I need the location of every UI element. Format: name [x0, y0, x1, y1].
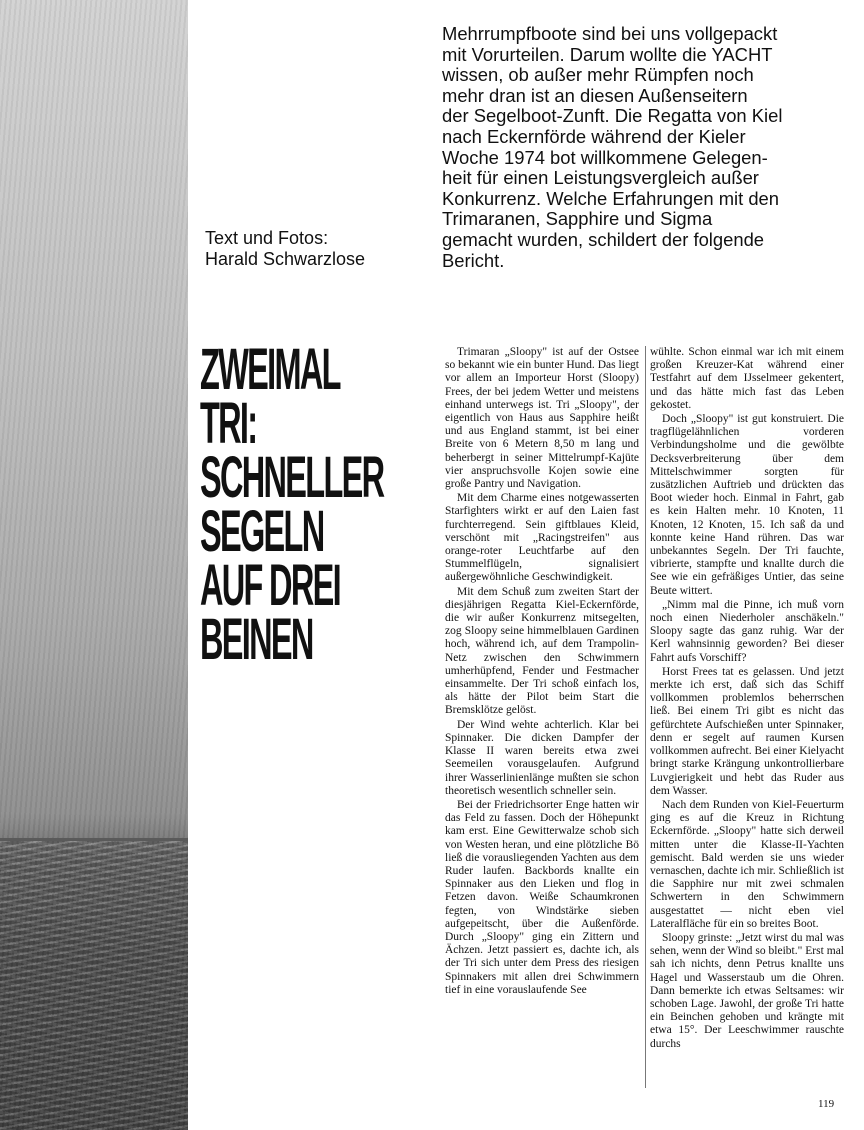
intro-line: mehr dran ist an diesen Außenseitern	[442, 84, 748, 106]
sea-photo	[0, 0, 188, 1130]
body-column-1	[445, 346, 639, 997]
sea-waves	[0, 841, 188, 1130]
intro-paragraph	[442, 24, 842, 271]
intro-line: wissen, ob außer mehr Rümpfen noch	[442, 64, 754, 86]
body-paragraph: Der Wind wehte achterlich. Klar bei Spinnaker. Die dicken Dampfer der Klasse II waren bereits etwa zwei Seemeilen vorausgelaufen. Aufgrund ihrer Wasserlinienlänge mußten sie schon theoretisch wesentlich schneller sein.	[445, 718, 639, 797]
body-paragraph: Mit dem Charme eines notgewasserten Starfighters wirkt er auf den Laien fast furchterregend. Sein giftblaues Kleid, verschönt mit „Racingstreifen" aus orange-roter Leuchtfarbe auf den Stummelflügeln, signalisiert außergewöhnliche Geschwindigkeit.	[445, 492, 639, 584]
headline-line: SEGELN	[200, 499, 324, 564]
body-paragraph: Sloopy grinste: „Jetzt wirst du mal was sehen, wenn der Wind so bleibt." Erst mal sah ich nichts, denn Petrus knallte uns Hagel und Wasserstaub um die Ohren. Dann bemerkte ich etwas Seltsames: wir schoben Lage. Jawohl, der große Tri hatte ein Beinchen gehoben und krängte mit etwa 15°. Der Leeschwimmer rauschte durchs	[650, 931, 844, 1050]
body-paragraph: Trimaran „Sloopy" ist auf der Ostsee so bekannt wie ein bunter Hund. Das liegt vor allem an Importeur Horst (Sloopy) Frees, der bei jedem Wetter und meistens einhand unterwegs ist. Tri „Sloopy", der eigentlich von Haus aus Sapphire heißt und aus England stammt, ist bei einer Breite von 6 Metern 8,50 m lang und beherbergt in seiner Mittelrumpf-Kajüte vier anspruchsvolle Kojen sowie eine große Pantry und Navigation.	[445, 346, 639, 491]
intro-line: gemacht wurden, schildert der folgende	[442, 228, 765, 250]
page-number: 119	[818, 1098, 835, 1110]
intro-line: mit Vorurteilen. Darum wollte die YACHT	[442, 43, 773, 65]
body-paragraph: Nach dem Runden von Kiel-Feuerturm ging es auf die Kreuz in Richtung Eckernförde. „Sloopy" hatte sich derweil mitten unter die Klasse-II-Yachten gemischt. Bald werden sie uns wieder vernaschen, dachte ich mir. Schließlich ist die Sapphire nur mit zwei schmalen Schwertern in den Schwimmern ausgestattet — nicht eben viel Lateralfläche für ein so breites Boot.	[650, 798, 844, 930]
body-paragraph: wühlte. Schon einmal war ich mit einem großen Kreuzer-Kat während einer Testfahrt auf dem IJsselmeer gekentert, und das hätte mich fast das Leben gekostet.	[650, 346, 844, 411]
byline	[205, 228, 425, 270]
intro-line: Bericht.	[442, 249, 505, 271]
intro-line: heit für einen Leistungsvergleich außer	[442, 167, 759, 189]
byline-author: Harald Schwarzlose	[205, 249, 366, 269]
headline-line: AUF DREI	[200, 553, 340, 618]
article-headline	[200, 337, 440, 672]
headline-line: SCHNELLER	[200, 445, 384, 510]
body-paragraph: Mit dem Schuß zum zweiten Start der diesjährigen Regatta Kiel-Eckernförde, die wir außer Konkurrenz mitsegelten, zog Sloopy seine himmelblauen Gardinen hoch, während ich, auf dem Trampolin-Netz zwischen den Schwimmern umherhüpfend, Fender und Festmacher einsammelte. Der Tri schoß einfach los, als hätte der Pilot beim Start die Bremsklötze gelöst.	[445, 585, 639, 717]
byline-line: Text und Fotos:	[205, 228, 329, 248]
column-divider	[645, 346, 646, 1088]
headline-line: BEINEN	[200, 607, 313, 672]
intro-line: der Segelboot-Zunft. Die Regatta von Kiel	[442, 105, 783, 127]
body-paragraph: Doch „Sloopy" ist gut konstruiert. Die tragflügelähnlichen vorderen Verbindungsholme und die gewölbte Decksverbreiterung über dem Mittelschwimmer sorgten für zusätzlichen Auftrieb und drückten das Boot wieder hoch. Einmal in Fahrt, gab es kein Halten mehr. 10 Knoten, 11 Knoten, 12 Knoten, 15. Ich saß da und konnte keine Hand rühren. Das war unbekanntes Segeln. Der Tri fauchte, vibrierte, stampfte und knallte durch die See wie ein gefräßiges Untier, das seine Beute wittert.	[650, 413, 844, 597]
body-column-2	[650, 346, 844, 1051]
intro-line: Mehrrumpfboote sind bei uns vollgepackt	[442, 23, 778, 44]
headline-line: TRI:	[200, 391, 257, 456]
intro-line: Trimaranen, Sapphire und Sigma	[442, 208, 713, 230]
intro-line: Woche 1974 bot willkommene Gelegen-	[442, 146, 768, 168]
body-paragraph: Horst Frees tat es gelassen. Und jetzt merkte ich erst, daß sich das Schiff vollkommen problemlos beherrschen ließ. Bei einem Tri gibt es nicht das gefürchtete Aufschießen unter Spinnaker, denn er segelt auf raumen Kursen vollkommen aufrecht. Bei einer Kielyacht bringt starke Krängung unkontrollierbare Luvgierigkeit und hebt das Ruder aus dem Wasser.	[650, 665, 844, 797]
headline-line: ZWEIMAL	[200, 337, 340, 402]
body-paragraph: „Nimm mal die Pinne, ich muß vorn noch einen Niederholer anschäkeln." Sloopy sagte das ganz ruhig. War der Kerl wahnsinnig geworden? Bei dieser Fahrt aufs Vorschiff?	[650, 598, 844, 664]
body-paragraph: Bei der Friedrichsorter Enge hatten wir das Feld zu fassen. Doch der Höhepunkt kam erst. Eine Gewitterwalze schob sich von Westen heran, und eine plötzliche Bö ließ die vorausliegenden Yachten aus dem Ruder laufen. Backbords knallte ein Spinnaker aus den Lieken und flog in Fetzen davon. Weiße Schaumkronen fegten, von Windstärke sieben aufgepeitscht, über die Außenförde. Durch „Sloopy" ging ein Zittern und Ächzen. Jetzt passiert es, dachte ich, als der Tri sich unter dem Press des riesigen Spinnakers mit allen drei Schwimmern tief in eine vorauslaufende See	[445, 798, 639, 996]
intro-line: nach Eckernförde während der Kieler	[442, 125, 746, 147]
intro-line: Konkurrenz. Welche Erfahrungen mit den	[442, 187, 780, 209]
